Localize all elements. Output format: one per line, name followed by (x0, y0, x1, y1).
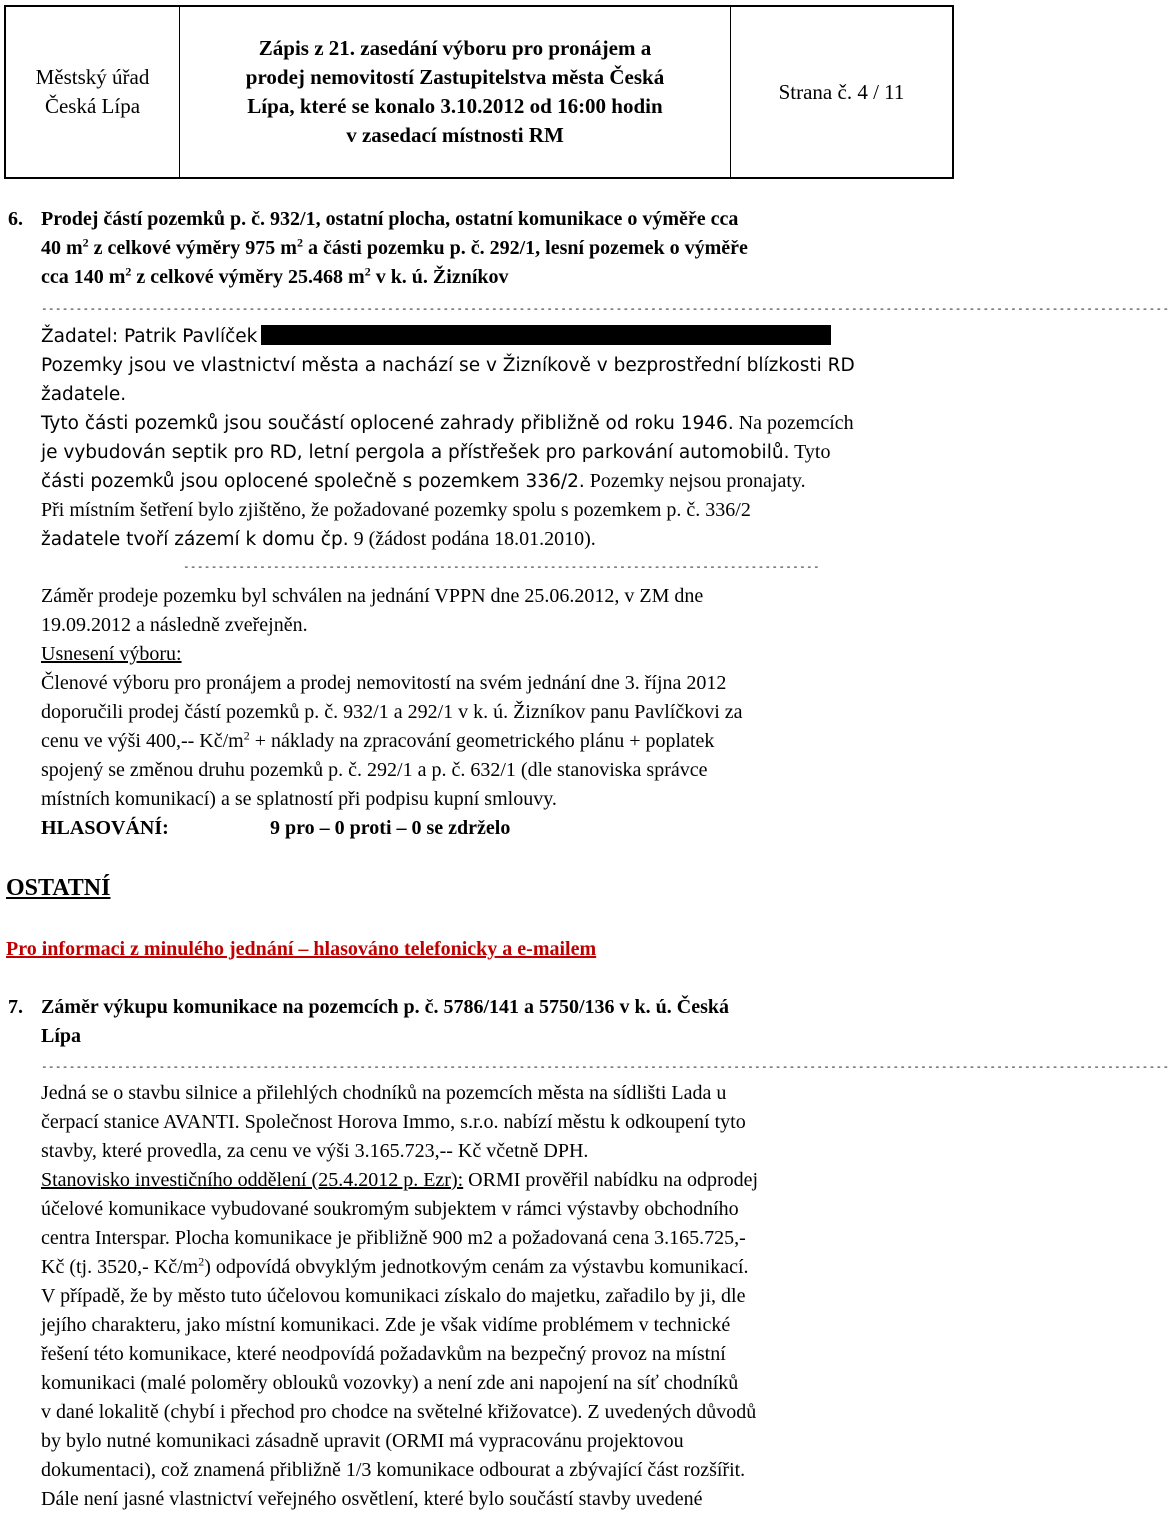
redaction-bar (261, 325, 831, 345)
item-7-line-2: čerpací stanice AVANTI. Společnost Horova Immo, s.r.o. nabízí městu k odkoupení tyto (41, 1111, 746, 1133)
item-7-line-9: jejího charakteru, jako místní komunikaci. Zde je však vidíme problémem v technické (41, 1314, 731, 1336)
paragraph-1-line-1: Pozemky jsou ve vlastnictví města a nachází se v Žizníkově v bezprostřední blízkosti RD (41, 355, 855, 376)
item-6-heading-line-1: Prodej částí pozemků p. č. 932/1, ostatní plocha, ostatní komunikace o výměře cca (41, 208, 739, 230)
item-7-line-14: dokumentaci), což znamená přibližně 1/3 komunikace odbourat a zbývající část rozšířit. (41, 1459, 746, 1481)
paragraph-2-line-3: části pozemků jsou oplocené společně s pozemkem 336/2. Pozemky nejsou pronajaty. (41, 470, 806, 492)
office-name: Městský úřad (35, 65, 150, 89)
info-line: Pro informaci z minulého jednání – hlasováno telefonicky a e-mailem (6, 938, 597, 960)
header-title (180, 7, 731, 177)
resolution-line-5: místních komunikací) a se splatností při podpisu kupní smlouvy. (41, 788, 557, 810)
item-7-line-12: v dané lokalitě (chybí i přechod pro chodce na světelné křižovatce). Z uvedených důvodů (41, 1401, 757, 1423)
paragraph-2-line-1: Tyto části pozemků jsou součástí oplocené zahrady přibližně od roku 1946. Na pozemcích (41, 412, 854, 434)
header-page-number (731, 7, 952, 177)
resolution-line-3: cenu ve výši 400,-- $Kč/m^2$ + náklady na zpracování geometrického plánu + poplatek (41, 728, 715, 752)
paragraph-1-line-2: žadatele. (41, 384, 127, 405)
separator-line-2: ------------------------------------------------------------------------------------------------------------------------------------------------------------------- (41, 1060, 1169, 1073)
item-6-heading-line-2: 40 $m^2$ z celkové výměry 975 $m^2$ a části pozemku p. č. 292/1, lesní pozemek o výměře (41, 235, 748, 259)
vote-label: HLASOVÁNÍ: (41, 817, 169, 839)
applicant-line: Žadatel: Patrik Pavlíček (41, 322, 831, 351)
paragraph-2-line-4: Při místním šetření bylo zjištěno, že požadované pozemky spolu s pozemkem p. č. 336/2 (41, 499, 751, 521)
title-line-3: Lípa, které se konalo 3.10.2012 od 16:00 hodin (247, 94, 663, 118)
header-table (4, 5, 954, 179)
item-6-heading-line-3: cca 140 $m^2$ z celkové výměry 25.468 $m^2$ v k. ú. Žizníkov (41, 264, 509, 288)
item-7-line-4: Stanovisko investičního oddělení (25.4.2012 p. Ezr): ORMI prověřil nabídku na odprodej (41, 1169, 759, 1191)
item-7-line-3: stavby, které provedla, za cenu ve výši 3.165.723,-- Kč včetně DPH. (41, 1140, 589, 1162)
item-7-line-1: Jedná se o stavbu silnice a přilehlých chodníků na pozemcích města na sídlišti Lada u (41, 1082, 727, 1104)
item-7-line-15: Dále není jasné vlastnictví veřejného osvětlení, které bylo součástí stavby uvedené (41, 1488, 703, 1510)
item-6-number: 6. (8, 208, 23, 230)
header-office (6, 7, 180, 177)
item-7-number: 7. (8, 996, 23, 1018)
resolution-heading: Usnesení výboru: (41, 643, 182, 665)
section-heading-other: OSTATNÍ (6, 875, 111, 901)
vote-result: 9 pro – 0 proti – 0 se zdrželo (270, 817, 511, 839)
item-7-heading-line-2: Lípa (41, 1025, 82, 1047)
paragraph-3-line-1: Záměr prodeje pozemku byl schválen na jednání VPPN dne 25.06.2012, v ZM dne (41, 585, 704, 607)
separator-short: -------------------------------------------------------------------------------------------- (183, 560, 820, 573)
title-line-4: v zasedací místnosti RM (346, 123, 564, 147)
item-7-heading-line-1: Záměr výkupu komunikace na pozemcích p. č. 5786/141 a 5750/136 v k. ú. Česká (41, 996, 730, 1018)
resolution-line-1: Členové výboru pro pronájem a prodej nemovitostí na svém jednání dne 3. října 2012 (41, 672, 727, 694)
item-7-line-6: centra Interspar. Plocha komunikace je přibližně 900 m2 a požadovaná cena 3.165.725,- (41, 1227, 746, 1249)
paragraph-2-line-5: žadatele tvoří zázemí k domu čp. 9 (žádost podána 18.01.2010). (41, 528, 596, 550)
paragraph-2-line-2: je vybudován septik pro RD, letní pergola a přístřešek pro parkování automobilů. Tyto (41, 441, 831, 463)
resolution-line-2: doporučili prodej částí pozemků p. č. 932/1 a 292/1 v k. ú. Žizníkov panu Pavlíčkovi za (41, 701, 743, 723)
title-line-1: Zápis z 21. zasedání výboru pro pronájem a (258, 36, 652, 60)
item-7-line-10: řešení této komunikace, které neodpovídá požadavkům na bezpečný provoz na místní (41, 1343, 726, 1365)
resolution-line-4: spojený se změnou druhu pozemků p. č. 292/1 a p. č. 632/1 (dle stanoviska správce (41, 759, 708, 781)
page-label: Strana č. 4 / 11 (778, 79, 905, 104)
title-line-2: prodej nemovitostí Zastupitelstva města Česká (245, 65, 665, 89)
item-7-line-13: by bylo nutné komunikaci zásadně upravit (ORMI má vypracovánu projektovou (41, 1430, 684, 1452)
item-7-line-8: V případě, že by město tuto účelovou komunikaci získalo do majetku, zařadilo by ji, dle (41, 1285, 746, 1307)
item-7-line-5: účelové komunikace vybudované soukromým subjektem v rámci výstavby obchodního (41, 1198, 739, 1220)
item-7-line-11: komunikaci (malé poloměry oblouků vozovky) a není zde ani napojení na síť chodníků (41, 1372, 739, 1394)
paragraph-3-line-2: 19.09.2012 a následně zveřejněn. (41, 614, 308, 636)
item-7-line-7: Kč (tj. 3520,- $Kč/m^2$) odpovídá obvyklým jednotkovým cenám za výstavbu komunikací. (41, 1254, 749, 1278)
separator-line: ------------------------------------------------------------------------------------------------------------------------------------------------------------------- (41, 302, 1169, 315)
office-city: Česká Lípa (44, 94, 141, 118)
